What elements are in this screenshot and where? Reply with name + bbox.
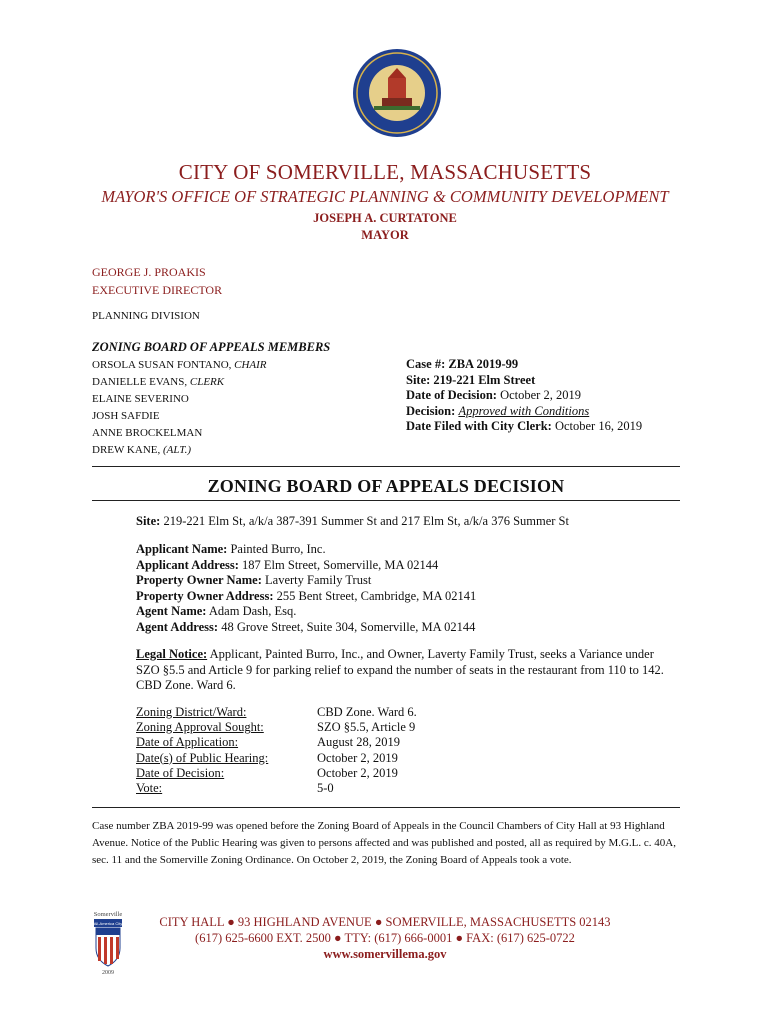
table-row: Date of Decision: October 2, 2019 bbox=[136, 765, 398, 780]
svg-text:2009: 2009 bbox=[102, 970, 114, 976]
director-title: EXECUTIVE DIRECTOR bbox=[92, 283, 223, 297]
agent-address-row: Agent Address: 48 Grove Street, Suite 304, Somerville, MA 02144 bbox=[136, 619, 476, 634]
narrative-paragraph: Case number ZBA 2019-99 was opened before the Zoning Board of Appeals in the Council Chambers of City Hall at 93 Highland Avenue. Notice of the Public Hearing was given to persons affected and was published and posted, all as required by M.G.L. c. 40A, sec. 11 and the Somerville Zoning Ordinance. On October 2, 2019, the Zoning Board of Appeals took a vote. bbox=[92, 820, 676, 866]
members-heading: ZONING BOARD OF APPEALS MEMBERS bbox=[92, 340, 331, 354]
member-item: ORSOLA SUSAN FONTANO, CHAIR bbox=[92, 359, 267, 371]
member-item: ELAINE SEVERINO bbox=[92, 393, 189, 405]
table-row: Vote: 5-0 bbox=[136, 781, 334, 796]
members-list bbox=[92, 357, 267, 459]
office-title: MAYOR'S OFFICE OF STRATEGIC PLANNING & COMMUNITY DEVELOPMENT bbox=[101, 187, 669, 206]
owner-name-row: Property Owner Name: Laverty Family Trust bbox=[136, 573, 372, 588]
table-row: Date(s) of Public Hearing: October 2, 2019 bbox=[136, 750, 398, 765]
case-date-decision: October 2, 2019 bbox=[496, 388, 581, 403]
director-block bbox=[92, 263, 222, 299]
member-item: DANIELLE EVANS, CLERK bbox=[92, 376, 225, 388]
director-name: GEORGE J. PROAKIS bbox=[92, 265, 206, 279]
mayor-name: JOSEPH A. CURTATONE bbox=[313, 211, 457, 225]
footer-website-link[interactable]: www.somervillema.gov bbox=[323, 947, 447, 961]
case-number: Case #: ZBA 2019-99 bbox=[406, 357, 519, 371]
footer-address: CITY HALL ● 93 HIGHLAND AVENUE ● SOMERVILLE, MASSACHUSETTS 02143 bbox=[159, 915, 611, 929]
applicant-address-row: Applicant Address: 187 Elm Street, Somerville, MA 02144 bbox=[136, 557, 439, 572]
applicant-name-row: Applicant Name: Painted Burro, Inc. bbox=[136, 542, 326, 556]
footer-phone: (617) 625-6600 EXT. 2500 ● TTY: (617) 666-0001 ● FAX: (617) 625-0722 bbox=[195, 931, 575, 945]
site-line: Site: 219-221 Elm St, a/k/a 387-391 Summer St and 217 Elm St, a/k/a 376 Summer St bbox=[136, 514, 569, 528]
zoning-table bbox=[136, 705, 417, 796]
table-row: Date of Application: August 28, 2019 bbox=[136, 735, 400, 750]
svg-text:All-America City: All-America City bbox=[93, 921, 123, 926]
division-name: PLANNING DIVISION bbox=[92, 310, 200, 322]
table-row: Zoning District/Ward: CBD Zone. Ward 6. bbox=[136, 705, 417, 719]
city-seal-icon bbox=[352, 48, 442, 138]
member-item: ANNE BROCKELMAN bbox=[92, 427, 203, 439]
city-title: CITY OF SOMERVILLE, MASSACHUSETTS bbox=[178, 160, 592, 184]
member-item: DREW KANE, (ALT.) bbox=[92, 444, 191, 456]
member-item: JOSH SAFDIE bbox=[92, 410, 160, 422]
svg-text:Somerville: Somerville bbox=[93, 911, 123, 918]
agent-name-row: Agent Name: Adam Dash, Esq. bbox=[136, 604, 297, 619]
legal-notice: Legal Notice: Applicant, Painted Burro, Inc., and Owner, Laverty Family Trust, seeks a Variance under SZO §5.5 and Article 9 for parking relief to expand the number of seats in the restaurant from 110 to 142. CBD Zone. Ward 6. bbox=[136, 647, 664, 693]
mayor-title: MAYOR bbox=[361, 228, 409, 242]
divider bbox=[92, 500, 680, 501]
decision-title: ZONING BOARD OF APPEALS DECISION bbox=[207, 476, 565, 496]
case-date-filed: October 16, 2019 bbox=[551, 419, 643, 434]
case-decision: Approved with Conditions bbox=[458, 403, 590, 418]
case-site: Site: 219-221 Elm Street bbox=[406, 372, 536, 387]
divider bbox=[92, 807, 680, 808]
owner-address-row: Property Owner Address: 255 Bent Street, Cambridge, MA 02141 bbox=[136, 588, 477, 603]
table-row: Zoning Approval Sought: SZO §5.5, Article 9 bbox=[136, 720, 416, 735]
applicant-block bbox=[136, 542, 476, 636]
divider bbox=[92, 466, 680, 467]
case-info: Case #: ZBA 2019-99 Site: 219-221 Elm Street Date of Decision: October 2, 2019 Decision: Approved with Conditions Date Filed with City Clerk: October 16, 2019 bbox=[406, 357, 643, 434]
